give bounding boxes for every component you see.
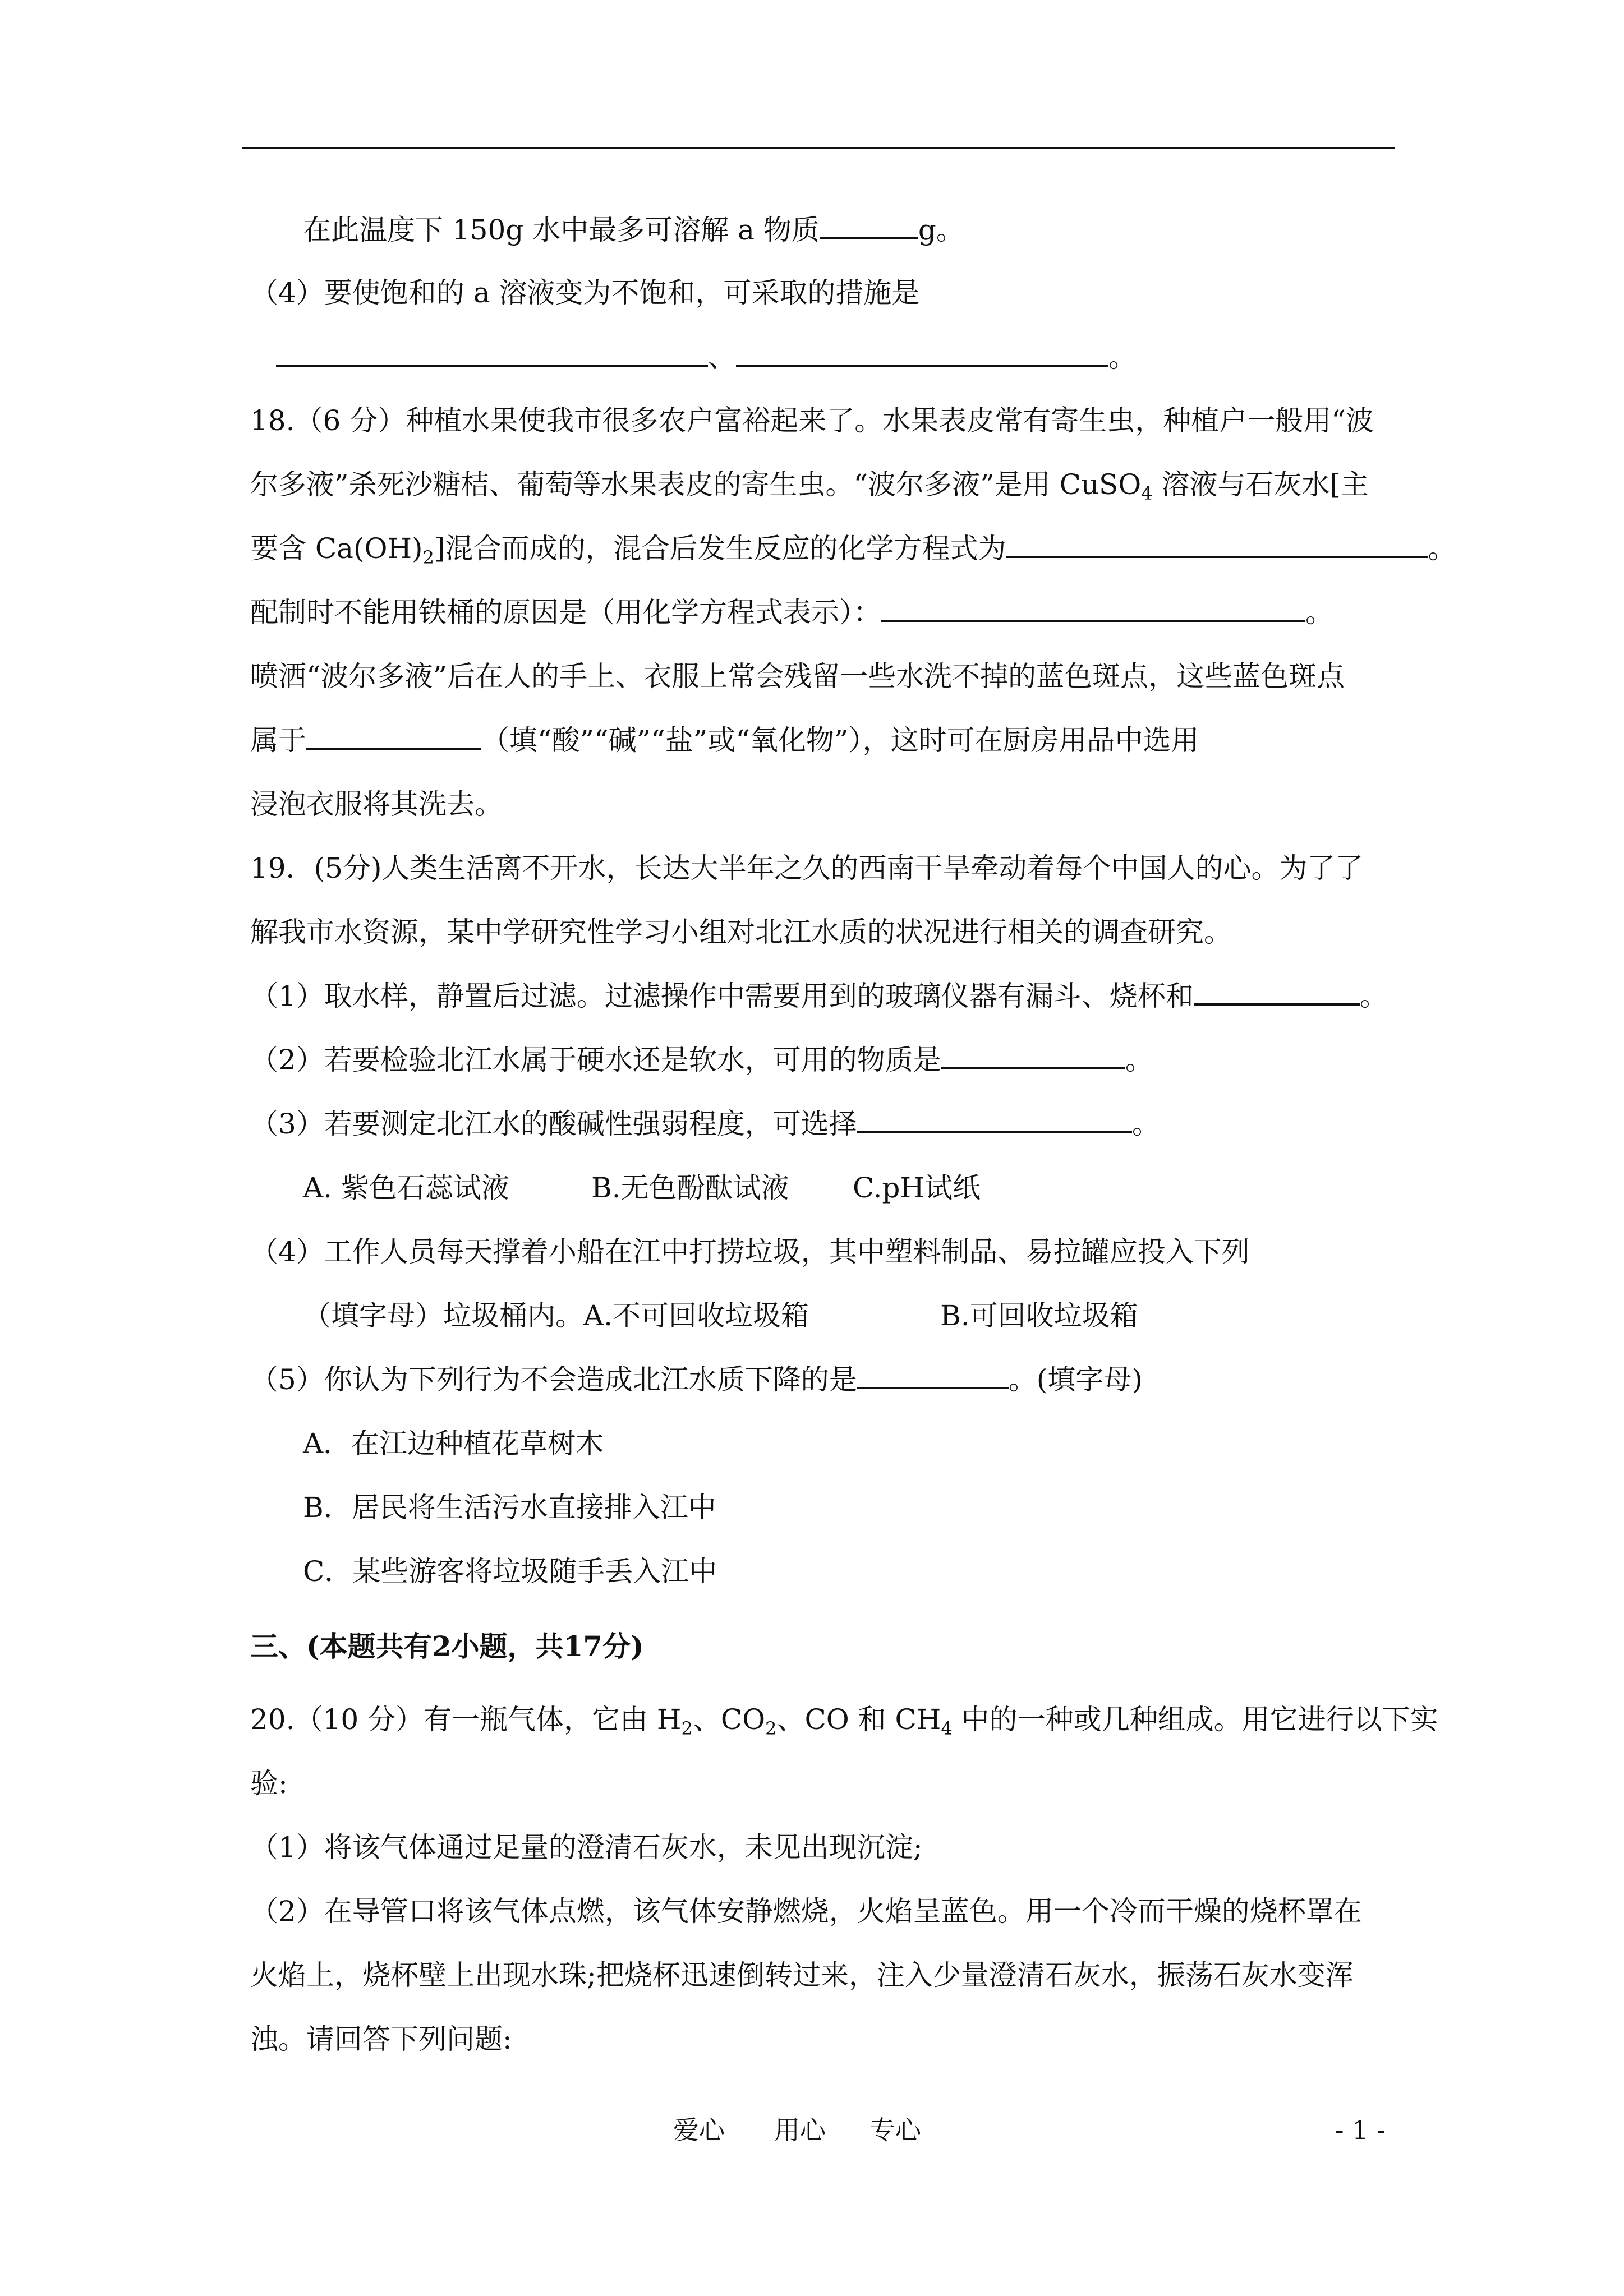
answer-blank[interactable] — [820, 213, 918, 239]
option-a: A．在江边种植花草树木 — [303, 1427, 604, 1460]
text-line: 验: — [250, 1767, 288, 1800]
text-line: 属于 （填“酸”“碱”“盐”或“氧化物”），这时可在厨房用品中选用 — [250, 724, 1199, 757]
answer-blank[interactable] — [276, 340, 708, 367]
answer-blank[interactable] — [736, 340, 1108, 367]
answer-blank[interactable] — [306, 723, 481, 750]
header-rule — [242, 147, 1395, 149]
text-line: 喷洒“波尔多液”后在人的手上、衣服上常会残留一些水洗不掉的蓝色斑点，这些蓝色斑点 — [250, 660, 1345, 693]
text-line: 配制时不能用铁桶的原因是（用化学方程式表示）： 。 — [250, 596, 1333, 629]
footer-motto-3: 专心 — [869, 2115, 921, 2145]
text-line: 、 。 — [276, 339, 1137, 375]
page-number: - 1 - — [1335, 2115, 1386, 2145]
footer-motto-1: 爱心 — [673, 2115, 725, 2145]
text-line: 解我市水资源，某中学研究性学习小组对北江水质的状况进行相关的调查研究。 — [250, 916, 1232, 948]
option-a: A. 紫色石蕊试液 — [303, 1172, 509, 1204]
answer-blank[interactable] — [1006, 531, 1428, 558]
option-c: C．某些游客将垃圾随手丢入江中 — [303, 1555, 717, 1588]
answer-blank[interactable] — [881, 595, 1305, 622]
answer-blank[interactable] — [857, 1106, 1132, 1133]
answer-blank[interactable] — [1194, 979, 1360, 1006]
text-line: 20.（10 分）有一瓶气体，它由 $H_2$、$CO_2$、CO 和 $CH_4$ 中的一种或几种组成。用它进行以下实 — [250, 1703, 1438, 1739]
text-line: （4）工作人员每天撑着小船在江中打捞垃圾，其中塑料制品、易拉罐应投入下列 — [250, 1235, 1250, 1268]
text-line: 浸泡衣服将其洗去。 — [250, 788, 503, 820]
text-line: （2）若要检验北江水属于硬水还是软水，可用的物质是 。 — [250, 1044, 1153, 1076]
answer-blank[interactable] — [941, 1043, 1125, 1069]
text-line: B.可回收垃圾箱 — [940, 1299, 1138, 1332]
text-line: 浊。请回答下列问题: — [250, 2023, 512, 2055]
text-line: 18.（6 分）种植水果使我市很多农户富裕起来了。水果表皮常有寄生虫，种植户一般用“波 — [250, 404, 1374, 437]
option-b: B.无色酚酞试液 — [591, 1172, 789, 1204]
text-line: 19．(5分)人类生活离不开水，长达大半年之久的西南干旱牵动着每个中国人的心。为了了 — [250, 852, 1364, 884]
text-line: 在此温度下 150g 水中最多可溶解 a 物质 g。 — [303, 214, 964, 246]
text-line: （1）取水样，静置后过滤。过滤操作中需要用到的玻璃仪器有漏斗、烧杯和 。 — [250, 980, 1388, 1012]
section-heading: 三、(本题共有2小题，共17分) — [250, 1630, 644, 1663]
text-line: （1）将该气体通过足量的澄清石灰水，未见出现沉淀; — [250, 1831, 923, 1864]
text-line: （4）要使饱和的 a 溶液变为不饱和，可采取的措施是 — [250, 276, 920, 309]
text-line: （3）若要测定北江水的酸碱性强弱程度，可选择 。 — [250, 1108, 1160, 1140]
text-line: 火焰上，烧杯壁上出现水珠;把烧杯迅速倒转过来，注入少量澄清石灰水，振荡石灰水变浑 — [250, 1959, 1354, 1991]
option-c: C.pH试纸 — [853, 1172, 981, 1204]
text-line: 尔多液”杀死沙糖桔、葡萄等水果表皮的寄生虫。“波尔多液”是用 CuSO$_4$ 溶液与石灰水[主 — [250, 468, 1369, 504]
answer-blank[interactable] — [857, 1362, 1009, 1389]
text-line: （填字母）垃圾桶内。A.不可回收垃圾箱 — [303, 1299, 809, 1332]
footer-motto-2: 用心 — [774, 2115, 826, 2145]
text-line: 要含 $Ca(OH)_2$]混合而成的，混合后发生反应的化学方程式为 。 — [250, 532, 1456, 568]
text-line: （5）你认为下列行为不会造成北江水质下降的是 。(填字母) — [250, 1363, 1143, 1396]
text-line: （2）在导管口将该气体点燃，该气体安静燃烧，火焰呈蓝色。用一个冷而干燥的烧杯罩在 — [250, 1895, 1362, 1928]
option-b: B．居民将生活污水直接排入江中 — [303, 1491, 716, 1524]
